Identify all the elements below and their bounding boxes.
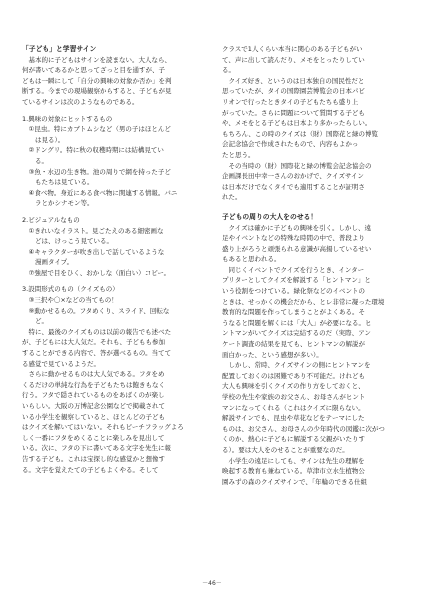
right-text-line: がっていた。さらに問題について質問する子ども: [222, 108, 365, 117]
right-text-line: プリターとしてクイズを解説する「ヒントマン」と: [222, 276, 371, 285]
right-text-line: 会記念協会で作成されたもので、内容もよかっ: [222, 140, 359, 149]
left-text-line: ①きれいなイラスト。見ごたえのある細密画な: [22, 226, 164, 235]
left-text-line: る。文字を覚えたての子どもよくやる。そして: [22, 465, 159, 474]
left-text-line: 何が書いてあるかと思ってざっと目を通すが、子: [22, 66, 165, 75]
left-text-line: 1.興味の対象にヒットするもの: [22, 114, 113, 123]
right-text-line: ものは、お父さん、お母さんの少年時代の図鑑に次がつ: [222, 424, 385, 433]
left-text-line: ラとかシナモン等。: [22, 199, 94, 208]
left-text-line: ①昆虫。特にカブトムシなど（男の子はほとんど: [22, 125, 171, 134]
right-text-line: いう役割をつけている。緑化祭などのイベントの: [222, 287, 365, 296]
right-text-line: る）。要は大人をのせることが重要なのだ。: [222, 445, 349, 454]
right-text-line: マンになってくれる（これはクイズに限らない。: [222, 403, 365, 412]
left-text-line: どは、けっこう見ている。: [22, 237, 113, 246]
left-text-line: ④食べ物。身近にある食べ物に関連する情報。バニ: [22, 188, 178, 197]
left-text-line: 3.設問形式のもの（クイズもの）: [22, 285, 119, 294]
right-text-line: ケート調査の結果を見ても、ヒントマンの解説が: [222, 340, 365, 349]
page-number: －46－: [202, 580, 222, 587]
left-text-line: ③三択や〇×などの当てもの！: [22, 296, 118, 305]
right-text-line: クイズは確かに子どもの興味を引く。しかし、遠: [222, 223, 371, 232]
left-text-line: ③魚・水辺の生き物。池の周りで網を持った子ど: [22, 167, 171, 176]
right-text-line: クイズ好き、というのは日本独自の国民性だと: [222, 76, 365, 85]
right-text-line: [222, 203, 392, 212]
right-text-line: 喚起する教育も兼ねている。草津市立水生植物公: [222, 467, 365, 476]
left-text-line: さらに動かせるものは大人気である。フタをめ: [22, 370, 165, 379]
left-text-line: ④キャラクターが吹き出しで話しているような: [22, 247, 165, 256]
right-text-line: たと思う。: [222, 150, 255, 159]
left-text-line: いらしい。大阪の万博記念公園などで掲載されて: [22, 402, 165, 410]
left-text-line: いる小学生を観察していると、ほとんどの子ども: [22, 412, 165, 421]
left-text-line: することができる内容で、答が選べるもの。当てて: [22, 349, 172, 358]
left-text-line: ②ドングリ。特に秋の収穫時期には結構見てい: [22, 146, 164, 155]
right-text-line: る。: [222, 66, 235, 75]
right-text-line: 企画課長田中幸一さんのおかげで、クイズサイン: [222, 172, 364, 181]
left-text-line: る感覚で見ているようだ。: [22, 359, 100, 368]
right-text-line: 学校の先生や家族のお父さん、お母さんがヒント: [222, 393, 366, 401]
left-text-line: る。: [22, 156, 48, 165]
right-text-line: 足やイベントなどの特殊な時間の中で、普段より: [222, 234, 365, 243]
left-text-line: ⑨動かせるもの。フタめくり、スライド、回転な: [22, 306, 170, 315]
left-text-line: いる。次に、フタの下に書いてある文字を先生に報: [22, 444, 172, 453]
left-text-line: が、子どもには大人気だ。それも、子どもも参加: [22, 338, 165, 347]
right-text-line: 園みずの森のクイズサインで、「年輪のできる仕組: [222, 477, 368, 486]
right-text-line: や、メモをとる子どもは日本より多かったらしい。: [222, 119, 372, 128]
right-text-line: クラスで1人くらい本当に関心のある子どもがい: [222, 45, 363, 53]
right-text-line: もあると思われる。: [222, 255, 281, 264]
right-text-line: 面白かった、という感想が多い）。: [222, 350, 323, 359]
right-text-line: うなると問題を解くには「大人」が必要になる。ヒ: [222, 318, 372, 327]
left-text-line: 断する。今までの現場観察からすると、子どもが見: [22, 87, 172, 96]
right-text-line: ときは、せっかくの機会だから、とレ非常に凝った環境: [222, 297, 385, 306]
left-text-line: どもは一瞬にして「自分の興味の対象か否か」を判: [22, 76, 172, 85]
left-text-line: ⑦強屋で目をひく、おかしな（面白い）コピー。: [22, 268, 171, 277]
right-text-line: れた。: [222, 193, 242, 202]
left-text-line: 基本的に子どもはサインを読まない。大人なら、: [22, 55, 172, 64]
right-text-line: て、声に出して読んだり、メモをとったりしてい: [222, 55, 365, 64]
left-column: [22, 44, 192, 475]
left-text-line: ているサインは次のようなものである。: [22, 97, 139, 106]
right-section-heading: 子どもの周りの大人をのせる！: [222, 212, 318, 221]
right-text-line: 配置しておくのは困難であり不可能だ。けれども: [222, 371, 365, 380]
left-text-line: 漫画タイプ。: [22, 258, 74, 267]
right-text-line: 思っていたが、タイの国際園芸博覧会の日本パビ: [222, 87, 365, 96]
right-text-line: 盛り上がろうと頑張られる意識が高揚しているせい: [222, 244, 372, 253]
right-text-line: もちろん、この時のクイズは（財）国際花と緑の博覧: [222, 129, 378, 138]
right-text-line: リオンで行ったときタイの子どもたちも盛り上: [222, 97, 359, 106]
left-section-heading: 「子ども」と学習サイン: [22, 45, 97, 53]
left-text-line: 告する子ども。これは宝探し的な感覚かと想像す: [22, 454, 165, 463]
left-text-line: しく一番にフタをめくることに楽しみを見出して: [22, 433, 165, 442]
right-text-line: 同じくイベントでクイズを行うとき、インター: [222, 265, 365, 274]
right-text-line: その当時の（財）国際花と緑の博覧会記念協会の: [222, 161, 372, 170]
left-text-line: 特に、最後のクイズものは以前の報告でも述べた: [22, 327, 172, 336]
right-text-line: しかし、常時、クイズサインの側にヒントマンを: [222, 361, 371, 370]
right-text-line: は日本だけでなくタイでも適用することが証明さ: [222, 182, 365, 191]
right-text-line: 解説サインでも、昆虫や草花などをテーマにした: [222, 414, 365, 423]
right-text-line: 大人も興味を引くクイズの作り方をしておくと、: [222, 382, 365, 391]
left-text-line: 行う。フタで隠されているものをあばくのが楽し: [22, 391, 165, 400]
right-column: [222, 44, 392, 487]
left-text-line: は見る）。: [22, 135, 65, 144]
left-text-line: くるだけの単純な行為を子どもたちは飽きもなく: [22, 380, 165, 389]
left-text-line: 2.ビジュアルなもの: [22, 215, 80, 224]
right-text-line: くのか、熱心に子どもに解説する父親がいたりす: [222, 435, 365, 444]
right-text-line: ントマンがいてクイズは完結するのだ（実際、アン: [222, 329, 371, 338]
right-text-line: 小学生の遠足にしても、サインは先生の理解を: [222, 456, 365, 465]
left-text-line: はクイズを解いてはいない。それもピーチフラッグよろ: [22, 423, 184, 432]
left-text-line: もたちは見ている。: [22, 178, 94, 187]
right-text-line: 教育的な問題を作ってしまうことがよくある。そ: [222, 308, 365, 317]
left-text-line: ど。: [22, 317, 48, 326]
